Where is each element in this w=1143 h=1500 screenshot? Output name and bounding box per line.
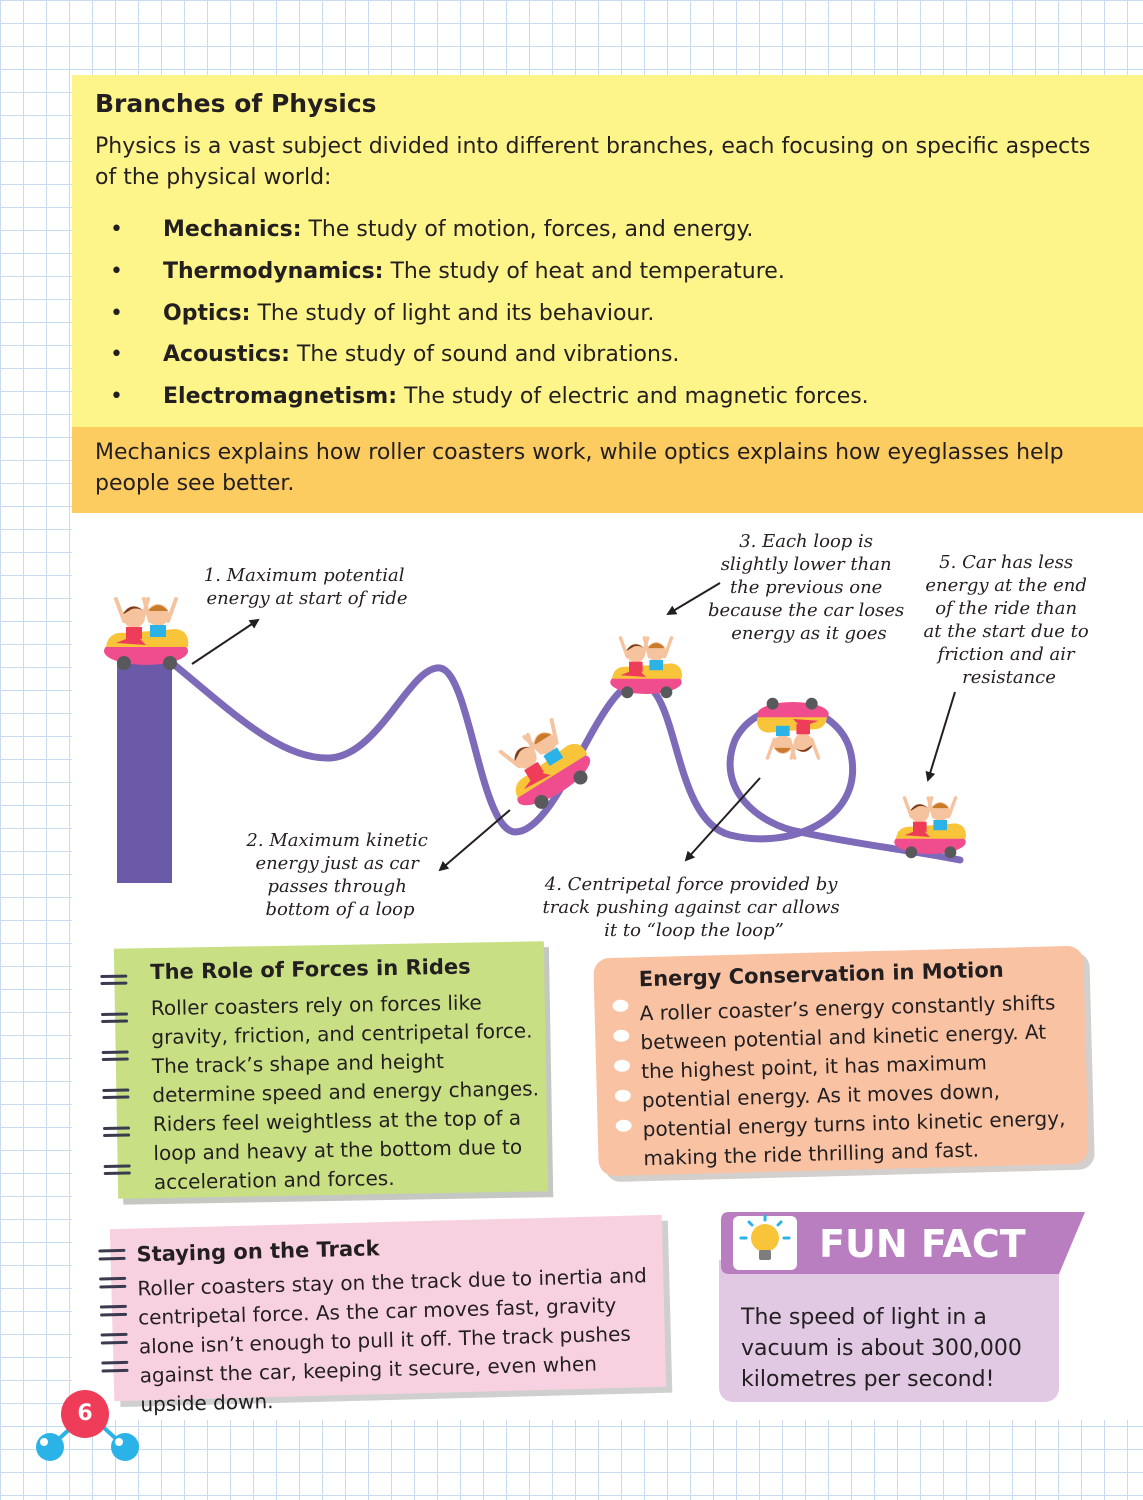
coaster-car-4: [757, 698, 829, 758]
label-4: 4. Centripetal force provided by track pushing against car allows it to “loop the loop”: [542, 874, 840, 941]
bullet: •: [110, 258, 123, 284]
branch-desc: The study of light and its behaviour.: [250, 300, 655, 326]
note-text: Roller coasters rely on forces like gravity, friction, and centripetal force. The track’s shape and height determine speed and energy changes. Riders feel weightless at the top of a loop and heavy at the bottom due to acceleration and forces.: [150, 990, 540, 1195]
note-title: Staying on the Track: [136, 1236, 380, 1267]
intro-paragraph: Physics is a vast subject divided into different branches, each focusing on specific aspects of the physical world:: [95, 134, 1091, 190]
section-title: Branches of Physics: [95, 89, 377, 118]
note-text: A roller coaster’s energy constantly shifts between potential and kinetic energy. At the highest point, it has maximum potential energy. As it moves down, potential energy turns into kinetic energy, making the ride thrilling and fast.: [639, 990, 1066, 1171]
branch-desc: The study of sound and vibrations.: [289, 342, 680, 368]
arrow-2: [440, 810, 510, 870]
bullet: •: [110, 342, 123, 368]
arrow-4: [686, 778, 760, 860]
fun-fact-banner: [719, 1210, 1085, 1276]
coaster-car-1: [104, 599, 188, 670]
branch-term: Electromagnetism:: [163, 384, 397, 410]
branch-desc: The study of heat and temperature.: [383, 258, 785, 284]
label-5: 5. Car has less energy at the end of the ride than at the start due to friction and air resistance: [923, 552, 1089, 688]
branch-term: Optics:: [163, 300, 251, 326]
label-3: 3. Each loop is slightly lower than the previous one because the car loses energy as it goes: [708, 531, 905, 644]
start-pillar: [117, 660, 172, 883]
forces-note: [114, 941, 548, 1198]
page-number: 6: [61, 1390, 109, 1438]
label-1: 1. Maximum potential energy at start of ride: [203, 565, 408, 609]
coaster-car-3: [610, 638, 682, 698]
bullet: •: [110, 384, 123, 410]
arrow-5: [928, 692, 955, 780]
fun-fact-title: FUN FACT: [819, 1222, 1026, 1266]
track-note: [110, 1215, 666, 1417]
bullet: •: [110, 300, 123, 326]
note-title: Energy Conservation in Motion: [638, 957, 1004, 992]
callout-text: Mechanics explains how roller coasters work, while optics explains how eyeglasses help people see better.: [95, 440, 1064, 496]
coaster-car-5: [894, 798, 966, 858]
bullet: •: [110, 217, 123, 242]
arrow-1: [192, 620, 258, 664]
branch-term: Acoustics:: [163, 342, 290, 368]
label-2: 2. Maximum kinetic energy just as car passes through bottom of a loop: [246, 830, 428, 920]
branch-term: Mechanics:: [163, 217, 302, 242]
coaster-car-2: [491, 714, 600, 819]
branch-desc: The study of motion, forces, and energy.: [301, 217, 754, 242]
branch-term: Thermodynamics:: [163, 258, 384, 284]
branch-desc: The study of electric and magnetic forces.: [397, 384, 869, 410]
note-text: Roller coasters stay on the track due to inertia and centripetal force. As the car moves fast, gravity alone isn’t enough to pull it off. The track pushes against the car, keeping it secure, even when upside down.: [137, 1263, 648, 1417]
fun-fact-text: The speed of light in a vacuum is about 300,000 kilometres per second!: [741, 1305, 1022, 1392]
fun-fact-box: [719, 1210, 1059, 1402]
note-title: The Role of Forces in Rides: [150, 954, 471, 985]
energy-note: [593, 946, 1089, 1177]
